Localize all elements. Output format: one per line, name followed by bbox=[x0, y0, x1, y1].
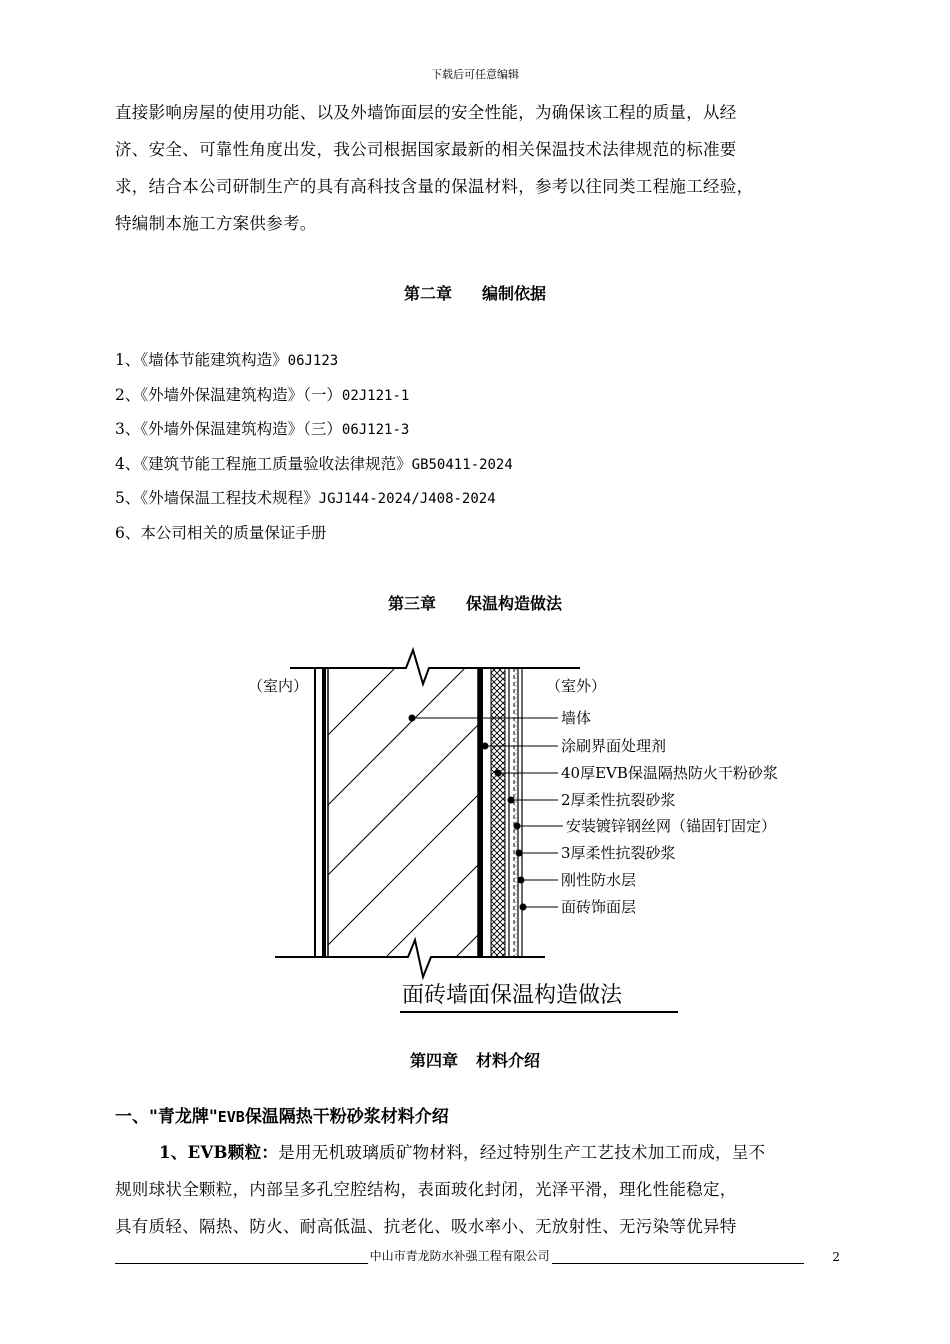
reference-item: 6、本公司相关的质量保证手册 bbox=[115, 523, 327, 542]
reference-item: 4、《建筑节能工程施工质量验收法律规范》GB50411-2024 bbox=[115, 454, 513, 473]
insulation-layer bbox=[491, 668, 505, 957]
layer-label: 涂刷界面处理剂 bbox=[561, 737, 667, 755]
chapter-number: 第四章 bbox=[409, 1051, 458, 1070]
reference-item: 2、《外墙外保温建筑构造》（一）02J121-1 bbox=[115, 385, 410, 404]
wall-insulation-diagram bbox=[230, 640, 778, 1020]
chapter-3-heading bbox=[0, 591, 950, 614]
evb-lead: 1、EVB颗粒： bbox=[159, 1143, 279, 1162]
layer-label: 2厚柔性抗裂砂浆 bbox=[561, 791, 676, 809]
leader-lines bbox=[409, 715, 563, 910]
layer-label: 刚性防水层 bbox=[561, 871, 637, 889]
chapter-4-heading bbox=[0, 1048, 950, 1071]
chapter-2-heading bbox=[0, 281, 950, 304]
layer-label: 3厚柔性抗裂砂浆 bbox=[561, 844, 676, 862]
intro-line: 特编制本施工方案供参考。 bbox=[115, 214, 317, 233]
layer-label: 安装镀锌钢丝网（锚固钉固定） bbox=[566, 817, 777, 835]
reference-item: 5、《外墙保温工程技术规程》JGJ144-2024/J408-2024 bbox=[115, 489, 496, 507]
intro-paragraph bbox=[115, 94, 835, 242]
layer-label: 40厚EVB保温隔热防火干粉砂浆 bbox=[561, 764, 778, 782]
footer-company: 中山市青龙防水补强工程有限公司 bbox=[369, 1249, 550, 1263]
reference-item: 1、《墙体节能建筑构造》06J123 bbox=[115, 351, 339, 369]
chapter-title: 编制依据 bbox=[482, 284, 547, 303]
interface-layer bbox=[478, 668, 483, 957]
chapter-number: 第二章 bbox=[403, 284, 452, 303]
intro-line: 济、安全、可靠性角度出发，我公司根据国家最新的相关保温技术法律规范的标准要 bbox=[115, 140, 737, 159]
material-line: 规则球状全颗粒，内部呈多孔空腔结构，表面玻化封闭，光泽平滑，理化性能稳定， bbox=[115, 1180, 737, 1199]
reference-item: 3、《外墙外保温建筑构造》（三）06J121-3 bbox=[115, 420, 410, 438]
page-number: 2 bbox=[832, 1250, 840, 1264]
reference-list bbox=[115, 346, 513, 553]
layer-label: 面砖饰面层 bbox=[561, 898, 637, 916]
chapter-title: 保温构造做法 bbox=[466, 594, 563, 613]
page-footer bbox=[115, 1247, 840, 1264]
outdoor-label: （室外） bbox=[546, 677, 607, 695]
chapter-number: 第三章 bbox=[387, 594, 436, 613]
chapter-title: 材料介绍 bbox=[476, 1051, 541, 1070]
page-header-note: 下载后可任意编辑 bbox=[431, 68, 519, 81]
material-line: 具有质轻、隔热、防火、耐高低温、抗老化、吸水率小、无放射性、无污染等优异特 bbox=[115, 1217, 737, 1236]
material-line: 1、EVB颗粒：是用无机玻璃质矿物材料，经过特别生产工艺技术加工而成，呈不 bbox=[159, 1143, 766, 1162]
diagram-caption: 面砖墙面保温构造做法 bbox=[402, 983, 623, 1008]
footer-rule bbox=[115, 1251, 368, 1264]
material-paragraph bbox=[115, 1134, 835, 1245]
intro-line: 求，结合本公司研制生产的具有高科技含量的保温材料，参考以往同类工程施工经验， bbox=[115, 177, 754, 196]
layer-label: 墙体 bbox=[561, 709, 592, 727]
section-1-title: 一、"青龙牌"EVB保温隔热干粉砂浆材料介绍 bbox=[115, 1107, 449, 1127]
top-break-line bbox=[290, 650, 580, 684]
intro-line: 直接影响房屋的使用功能、以及外墙饰面层的安全性能，为确保该工程的质量，从经 bbox=[115, 103, 737, 122]
footer-rule bbox=[552, 1251, 805, 1264]
wall-hatch bbox=[328, 585, 478, 1085]
indoor-label: （室内） bbox=[248, 677, 309, 695]
